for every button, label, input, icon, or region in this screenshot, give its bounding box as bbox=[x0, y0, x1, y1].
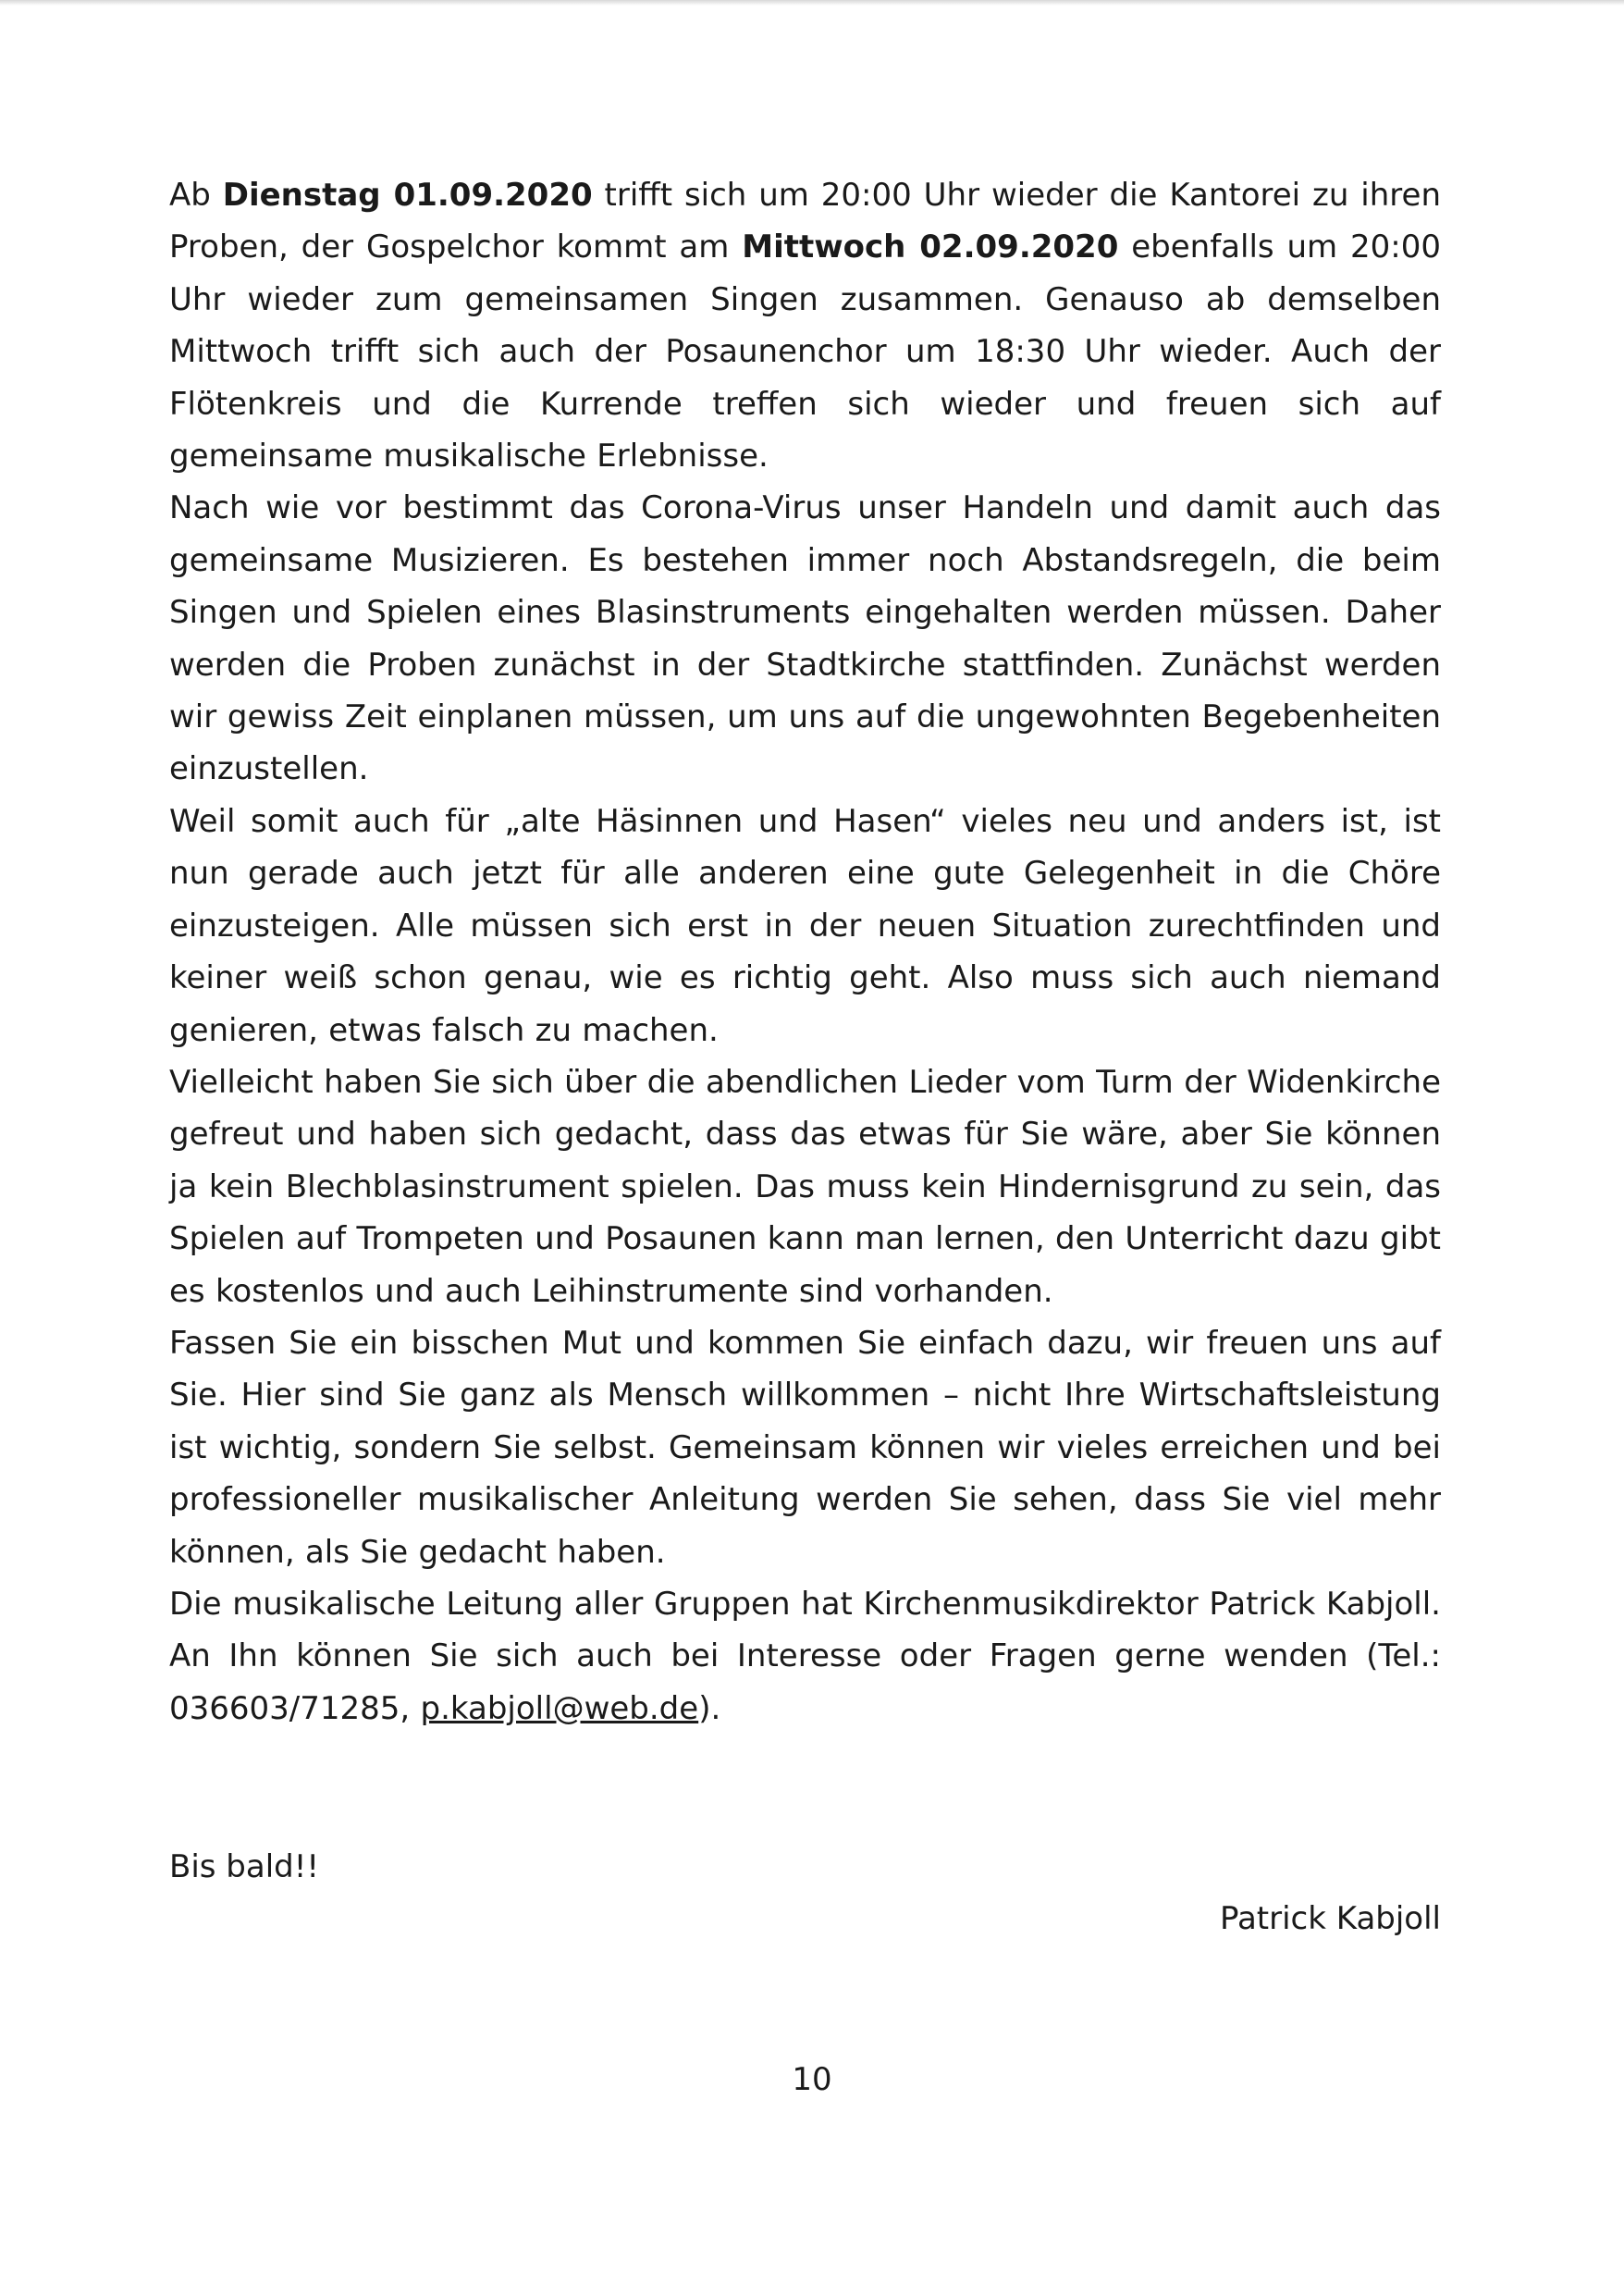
signature: Patrick Kabjoll bbox=[1219, 1900, 1441, 1937]
text-segment: ebenfalls um 20:00 Uhr wieder zum gemeinsamen Singen zusammen. Genauso ab demselben Mittwoch trifft sich auch der Posaunenchor um 18:30 Uhr wieder. Auch der Flötenkreis und die Kurrende treffen sich wieder und freuen sich auf gemeinsame musikalische Erlebnisse. bbox=[169, 228, 1441, 476]
scan-edge bbox=[0, 0, 1624, 6]
contact-text: Die musikalische Leitung aller Gruppen hat Kirchenmusikdirektor Patrick Kabjoll. An Ihn können Sie sich auch bei Interesse oder Fragen gerne wenden (Tel.: 036603/71285, bbox=[169, 1585, 1441, 1727]
bold-date-tuesday: Dienstag 01.09.2020 bbox=[222, 177, 593, 214]
paragraph-corona: Nach wie vor bestimmt das Corona-Virus unser Handeln und damit auch das gemeinsame Musizieren. Es bestehen immer noch Abstandsregeln, die beim Singen und Spielen eines Blasinstruments eingehalten werden müssen. Daher werden die Proben zunächst in der Stadtkirche stattfinden. Zunächst werden wir gewiss Zeit einplanen müssen, um uns auf die ungewohnten Begebenheiten einzustellen. bbox=[169, 489, 1441, 788]
paragraph-rehearsal-dates bbox=[169, 169, 1441, 482]
paragraph-contact bbox=[169, 1578, 1441, 1735]
greeting: Bis bald!! bbox=[169, 1848, 319, 1885]
paragraph-invitation: Fassen Sie ein bisschen Mut und kommen Sie einfach dazu, wir freuen uns auf Sie. Hier sind Sie ganz als Mensch willkommen – nicht Ihre Wirtschaftsleistung ist wichtig, sondern Sie selbst. Gemeinsam können wir vieles erreichen und bei professioneller musikalischer Anleitung werden Sie sehen, dass Sie viel mehr können, als Sie gedacht haben. bbox=[169, 1324, 1441, 1571]
text-segment: Ab bbox=[169, 177, 223, 214]
contact-text-end: ). bbox=[698, 1689, 721, 1727]
text-segment: trifft sich um 20:00 Uhr wieder die Kantorei zu ihren Proben, der Gospelchor kommt am bbox=[169, 177, 1441, 266]
page-number: 10 bbox=[792, 2061, 832, 2098]
bold-date-wednesday: Mittwoch 02.09.2020 bbox=[742, 228, 1119, 266]
email-link[interactable]: p.kabjoll@web.de bbox=[420, 1689, 699, 1727]
paragraph-newcomers: Weil somit auch für „alte Häsinnen und Hasen“ vieles neu und anders ist, ist nun gerade auch jetzt für alle anderen eine gute Gelegenheit in die Chöre einzusteigen. Alle müssen sich erst in der neuen Situation zurechtfinden und keiner weiß schon genau, wie es richtig geht. Also muss sich auch niemand genieren, etwas falsch zu machen. bbox=[169, 802, 1441, 1049]
article-body bbox=[169, 169, 1441, 1735]
paragraph-brass: Vielleicht haben Sie sich über die abendlichen Lieder vom Turm der Widenkirche gefreut und haben sich gedacht, dass das etwas für Sie wäre, aber Sie können ja kein Blechblasinstrument spielen. Das muss kein Hindernisgrund zu sein, das Spielen auf Trompeten und Posaunen kann man lernen, den Unterricht dazu gibt es kostenlos und auch Leihinstrumente sind vorhanden. bbox=[169, 1063, 1441, 1310]
